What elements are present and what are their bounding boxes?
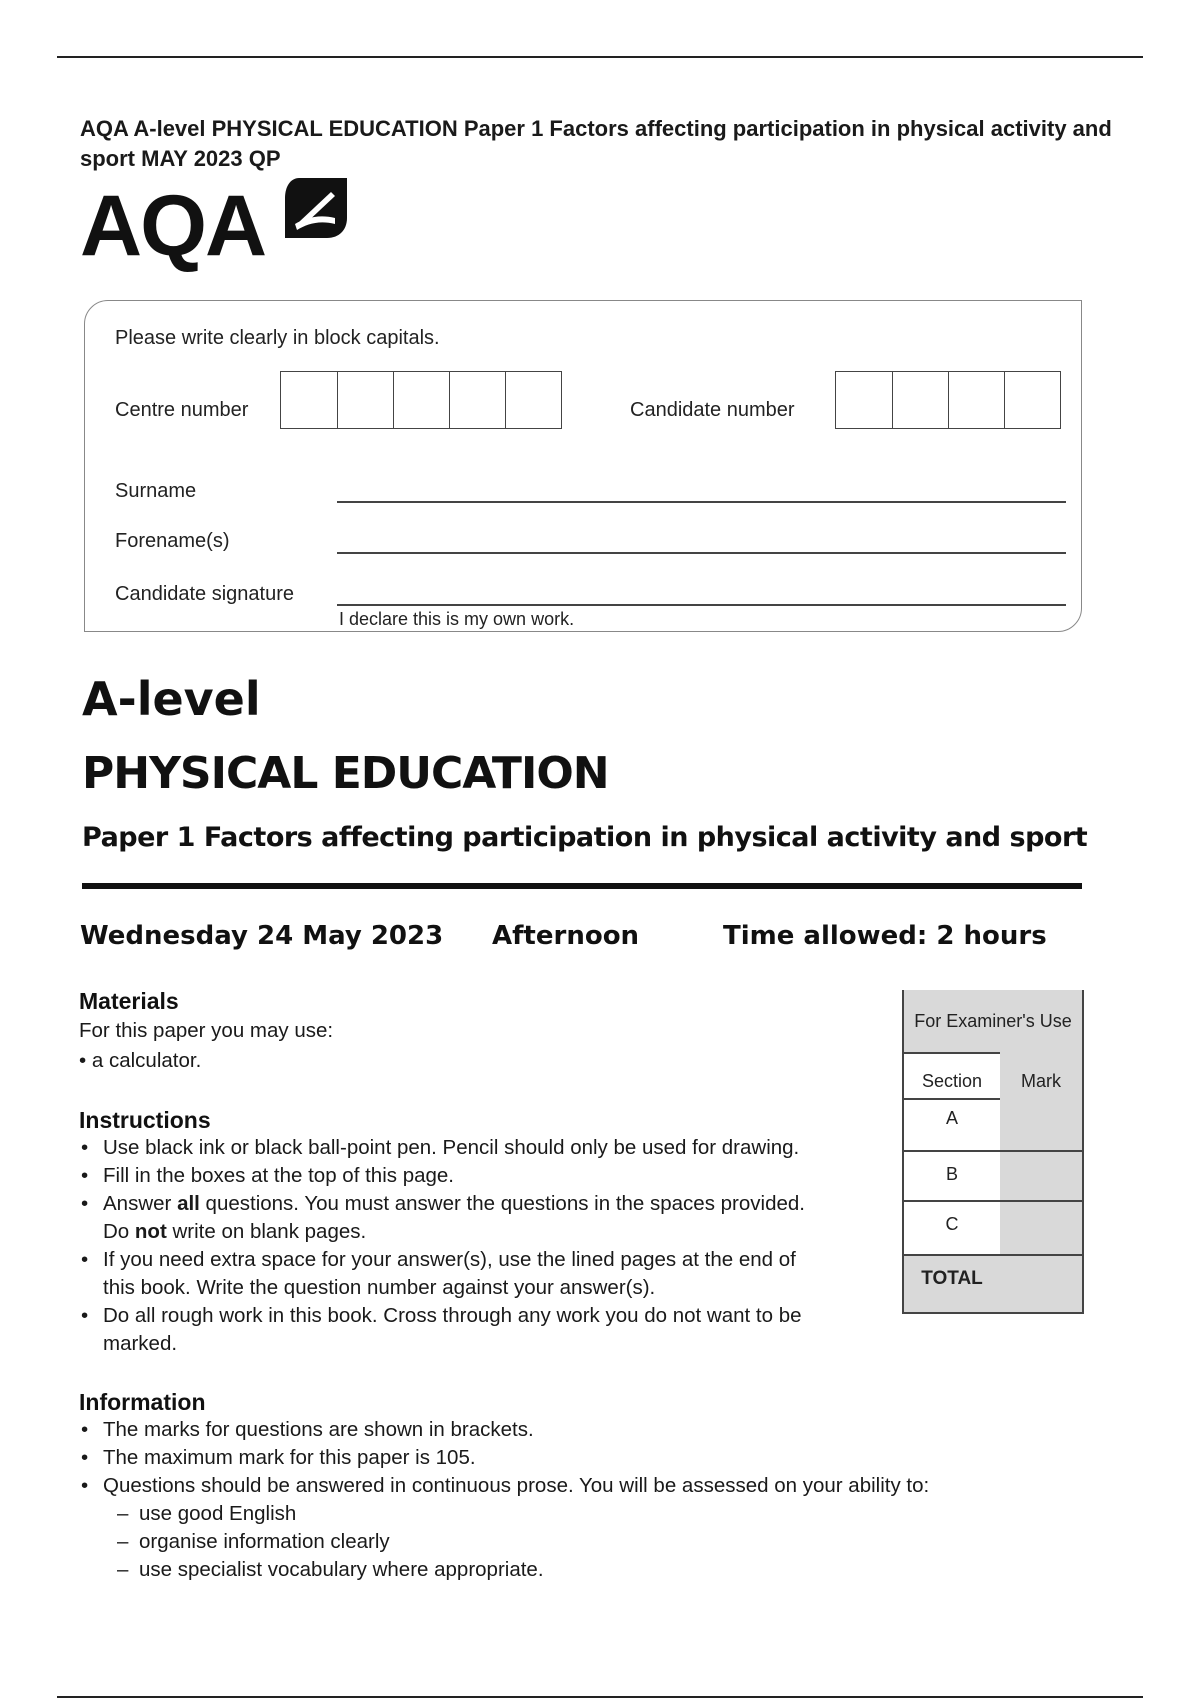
section-a-cell: A — [902, 1098, 1002, 1152]
examiner-use-table — [902, 990, 1084, 1324]
section-b-mark[interactable] — [1000, 1152, 1084, 1202]
instruction-text: marked. — [103, 1332, 178, 1355]
list-item: – organise information clearly — [103, 1528, 929, 1556]
mark-column-header: Mark — [1000, 1052, 1084, 1100]
signature-label: Candidate signature — [115, 583, 295, 605]
list-item — [79, 1302, 805, 1358]
list-item — [79, 1162, 805, 1190]
centre-number-boxes[interactable] — [280, 371, 562, 429]
aqa-leaf-icon — [285, 178, 347, 238]
instruction-text: Do — [103, 1220, 135, 1243]
list-item: – use specialist vocabulary where appropriate. — [103, 1556, 929, 1584]
title-rule — [82, 883, 1082, 889]
exam-session: Afternoon — [492, 921, 640, 951]
list-item — [79, 1472, 929, 1584]
section-c-mark[interactable] — [1000, 1202, 1084, 1256]
candidate-details-box — [84, 300, 1082, 632]
centre-number-digit[interactable] — [449, 372, 505, 428]
subject-title: PHYSICAL EDUCATION — [82, 748, 609, 799]
materials-item: • a calculator. — [79, 1049, 202, 1072]
assessment-sub-list — [103, 1500, 929, 1584]
section-column-header: Section — [902, 1052, 1002, 1100]
information-text: The marks for questions are shown in brackets. — [103, 1418, 534, 1441]
instruction-text: Fill in the boxes at the top of this page. — [103, 1164, 454, 1187]
time-allowed: Time allowed: 2 hours — [723, 921, 1047, 951]
total-label-cell: TOTAL — [902, 1256, 1002, 1314]
instructions-list — [79, 1134, 805, 1358]
instructions-heading: Instructions — [79, 1107, 211, 1133]
surname-label: Surname — [115, 480, 197, 502]
candidate-number-boxes[interactable] — [835, 371, 1061, 429]
candidate-number-digit[interactable] — [1004, 372, 1060, 428]
centre-number-digit[interactable] — [337, 372, 393, 428]
centre-number-digit[interactable] — [393, 372, 449, 428]
bottom-rule — [57, 1696, 1143, 1698]
instruction-text: write on blank pages. — [166, 1220, 367, 1243]
list-item — [79, 1190, 805, 1246]
instruction-text: Do all rough work in this book. Cross through any work you do not want to be — [103, 1304, 802, 1327]
candidate-number-digit[interactable] — [892, 372, 948, 428]
materials-item-text: a calculator. — [91, 1049, 202, 1072]
candidate-number-digit[interactable] — [948, 372, 1004, 428]
block-capitals-instruction: Please write clearly in block capitals. — [115, 327, 440, 349]
information-heading: Information — [79, 1389, 206, 1415]
level-title: A-level — [82, 672, 261, 726]
instruction-emphasis: all — [177, 1192, 200, 1215]
information-text: Questions should be answered in continuous prose. You will be assessed on your ability to: — [103, 1474, 930, 1497]
candidate-number-digit[interactable] — [836, 372, 892, 428]
list-item: – use good English — [103, 1500, 929, 1528]
aqa-logo-text: AQA — [80, 178, 266, 274]
candidate-number-label: Candidate number — [630, 399, 795, 421]
top-rule — [57, 56, 1143, 58]
materials-heading: Materials — [79, 988, 179, 1014]
centre-number-digit[interactable] — [505, 372, 561, 428]
centre-number-label: Centre number — [115, 399, 249, 421]
instruction-text: this book. Write the question number against your answer(s). — [103, 1276, 656, 1299]
signature-line[interactable] — [337, 604, 1066, 606]
centre-number-digit[interactable] — [281, 372, 337, 428]
instruction-text: If you need extra space for your answer(s), use the lined pages at the end of — [103, 1248, 796, 1271]
list-item — [79, 1134, 805, 1162]
list-item — [79, 1416, 929, 1444]
paper-title: Paper 1 Factors affecting participation in physical activity and sport — [82, 822, 1088, 853]
materials-intro: For this paper you may use: — [79, 1019, 334, 1042]
instruction-text: questions. You must answer the questions in the spaces provided. — [199, 1192, 805, 1215]
aqa-logo — [80, 178, 345, 274]
instruction-emphasis: not — [134, 1220, 167, 1243]
list-item — [79, 1444, 929, 1472]
examiner-table-title: For Examiner's Use — [902, 990, 1084, 1054]
information-list — [79, 1416, 929, 1584]
section-a-mark[interactable] — [1000, 1098, 1084, 1152]
total-mark-cell[interactable] — [1000, 1256, 1084, 1314]
surname-line[interactable] — [337, 501, 1066, 503]
declaration-text: I declare this is my own work. — [339, 609, 575, 629]
document-header: AQA A-level PHYSICAL EDUCATION Paper 1 Factors affecting participation in physical activity and sport MAY 2023 QP — [80, 116, 1112, 171]
information-text: The maximum mark for this paper is 105. — [103, 1446, 476, 1469]
list-item — [79, 1246, 805, 1302]
forenames-label: Forename(s) — [115, 530, 230, 552]
forenames-line[interactable] — [337, 552, 1066, 554]
section-c-cell: C — [902, 1202, 1002, 1256]
instruction-text: Answer — [103, 1192, 178, 1215]
section-b-cell: B — [902, 1152, 1002, 1202]
exam-date: Wednesday 24 May 2023 — [80, 921, 444, 951]
instruction-text: Use black ink or black ball-point pen. Pencil should only be used for drawing. — [103, 1136, 800, 1159]
